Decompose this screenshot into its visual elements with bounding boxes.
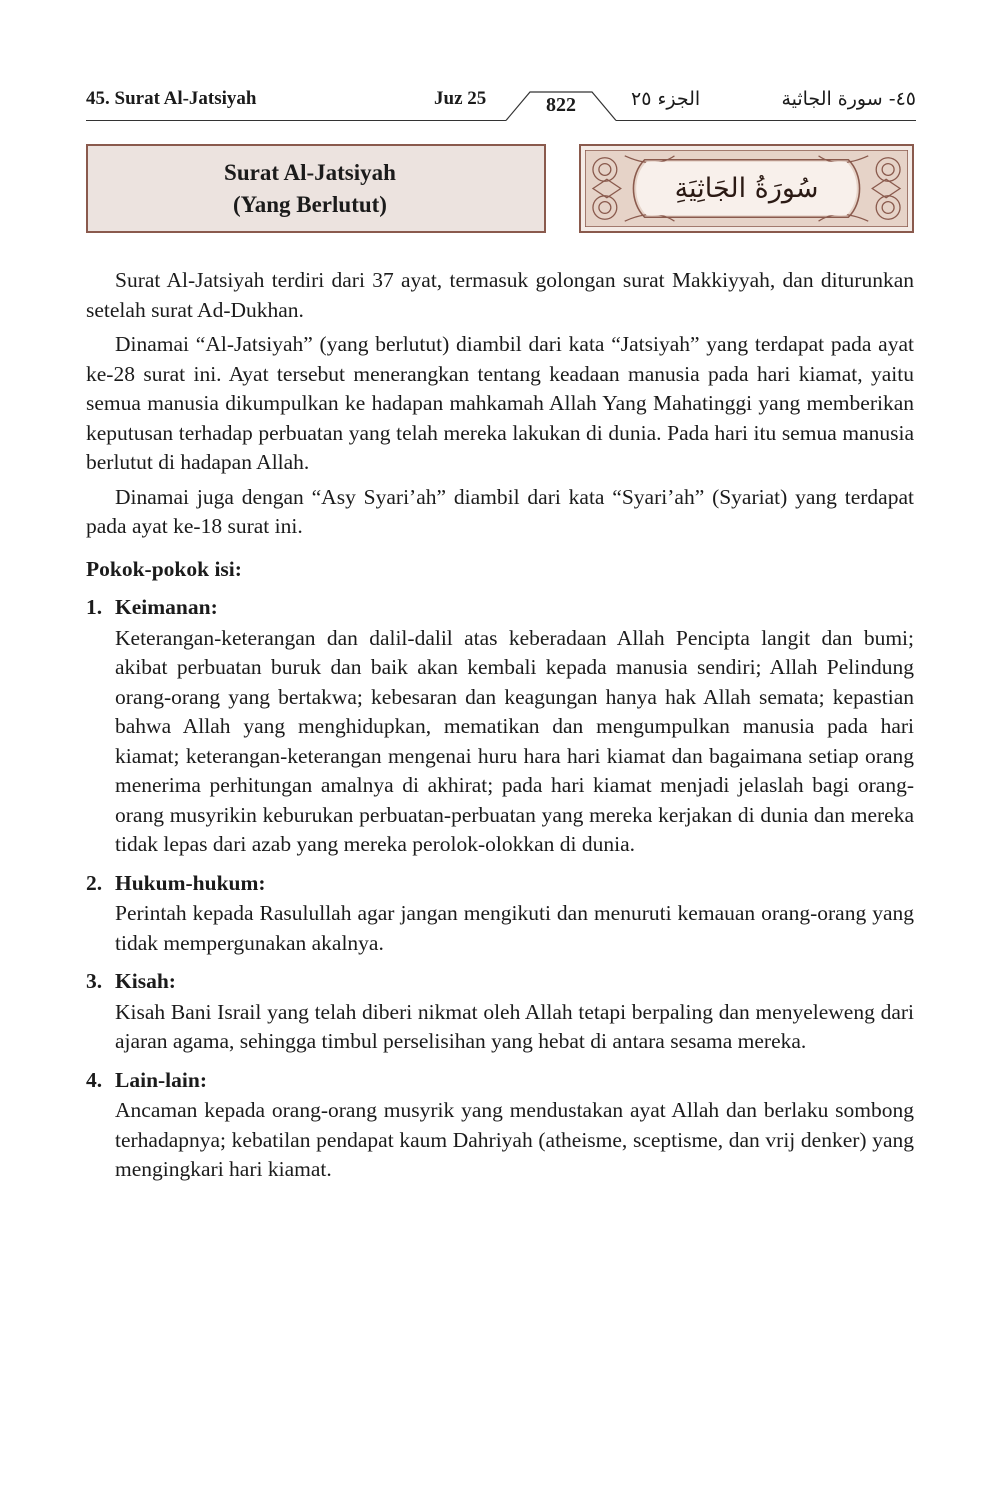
list-item [86,593,914,860]
header-surah-arabic: ٤٥- سورة الجاثية [781,88,916,110]
header-juz-arabic: الجزء ٢٥ [631,88,701,110]
item-text: Perintah kepada Rasulullah agar jangan mengikuti dan menuruti kemauan orang-orang yang tidak mempergunakan akalnya. [115,901,914,955]
running-header [86,84,916,128]
item-number: 4. [86,1067,103,1092]
naming-paragraph: Dinamai “Al-Jatsiyah” (yang berlutut) diambil dari kata “Jatsiyah” yang terdapat pada ayat ke-28 surat ini. Ayat tersebut menerangkan tentang keadaan manusia pada hari kiamat, yaitu semua manusia dikumpulkan ke hadapan mahkamah Allah Yang Mahatinggi yang memberikan keputusan terhadap perbuatan yang telah mereka lakukan di dunia. Pada hari itu semua manusia berlutut di hadapan Allah. [86,332,914,474]
alt-naming-paragraph: Dinamai juga dengan “Asy Syari’ah” diambil dari kata “Syari’ah” (Syariat) yang terdapat pada ayat ke-18 surat ini. [86,484,914,538]
page-number: 822 [546,94,576,116]
list-item [86,869,914,959]
intro-paragraph: Surat Al-Jatsiyah terdiri dari 37 ayat, termasuk golongan surat Makkiyyah, dan diturunkan setelah surat Ad-Dukhan. [86,268,914,322]
item-text: Keterangan-keterangan dan dalil-dalil atas keberadaan Allah Pencipta langit dan bumi; akibat perbuatan buruk dan baik akan kembali kepada manusia sendiri; Allah Pelindung orang-orang yang bertakwa; kebesaran dan keagungan hanya hak Allah semata; kepastian bahwa Allah yang menghidupkan, mematikan dan mengumpulkan manusia pada hari kiamat; keterangan-keterangan mengenai huru hara hari kiamat dan bagaimana setiap orang menerima perhitungan amalnya di akhirat; pada hari kiamat menjadi jelaslah bagi orang-orang musyrikin keburukan perbuatan-perbuatan yang mereka kerjakan di dunia dan mereka tidak lepas dari azab yang mereka perolok-olokkan di dunia. [115,625,914,856]
item-number: 2. [86,870,103,895]
main-content [86,266,914,1194]
surah-title-box [86,144,546,233]
item-heading: Keimanan: [115,595,218,619]
item-heading: Hukum-hukum: [115,870,266,895]
surah-title: Surat Al-Jatsiyah [224,159,396,185]
header-surah-title: 45. Surat Al-Jatsiyah [86,88,257,109]
item-text: Ancaman kepada orang-orang musyrik yang mendustakan ayat Allah dan berlaku sombong terhadapnya; kebatilan pendapat kaum Dahriyah (atheisme, sceptisme, dan vrij denker) yang mengingkari hari kiamat. [115,1098,914,1181]
surah-name-calligraphy: سُورَةُ الجَاثِيَةِ [674,173,819,204]
item-heading: Lain-lain: [115,1067,207,1092]
item-text: Kisah Bani Israil yang telah diberi nikmat oleh Allah tetapi berpaling dan menyeleweng dari ajaran agama, sehingga timbul perselisihan yang hebat di antara sesama mereka. [115,999,914,1053]
item-number: 3. [86,969,103,993]
header-rule-right [616,120,916,121]
header-juz: Juz 25 [434,88,487,109]
header-rule-left [86,120,506,121]
list-item [86,1066,914,1185]
surah-subtitle: (Yang Berlutut) [233,191,387,217]
item-heading: Kisah: [115,969,176,993]
list-item [86,967,914,1057]
item-number: 1. [86,595,103,619]
ornamental-calligraphy-box [579,144,914,233]
section-heading: Pokok-pokok isi: [86,556,242,581]
